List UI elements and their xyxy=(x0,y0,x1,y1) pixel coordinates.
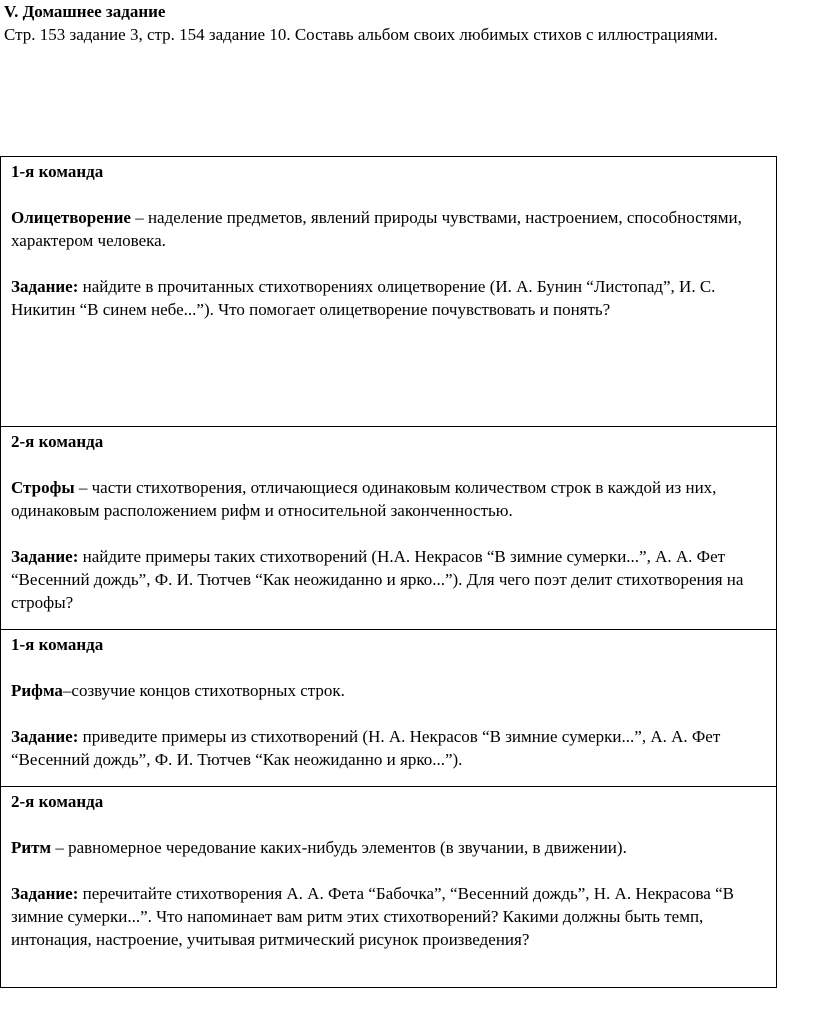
definition-text: – части стихотворения, отличающиеся одинаковым количеством строк в каждой из них, одинаковым расположением рифм и относительной законченностью. xyxy=(11,478,717,520)
table-row xyxy=(1,427,777,630)
assignment-label: Задание: xyxy=(11,727,79,746)
task-cell xyxy=(1,630,777,787)
task-cell xyxy=(1,427,777,630)
homework-section xyxy=(4,0,794,46)
task-cell xyxy=(1,787,777,988)
assignment-label: Задание: xyxy=(11,884,79,903)
team-label: 2-я команда xyxy=(11,792,104,811)
assignment-text: перечитайте стихотворения А. А. Фета “Бабочка”, “Весенний дождь”, Н. А. Некрасова “В зимние сумерки...”. Что напоминает вам ритм этих стихотворений? Какими должны быть темп, интонация, настроение, учитывая ритмический рисунок произведения? xyxy=(11,884,734,949)
assignment-label: Задание: xyxy=(11,277,79,296)
term: Строфы xyxy=(11,478,75,497)
team-label: 2-я команда xyxy=(11,432,104,451)
team-label: 1-я команда xyxy=(11,635,104,654)
assignment xyxy=(11,882,766,951)
homework-title: V. Домашнее задание xyxy=(4,2,166,21)
term: Ритм xyxy=(11,838,52,857)
tasks-table xyxy=(0,156,777,988)
definition-text: – равномерное чередование каких-нибудь элементов (в звучании, в движении). xyxy=(51,838,627,857)
task-cell xyxy=(1,157,777,427)
definition-text: –созвучие концов стихотворных строк. xyxy=(62,681,345,700)
definition xyxy=(11,679,766,702)
term: Рифма xyxy=(11,681,63,700)
term: Олицетворение xyxy=(11,208,131,227)
assignment-label: Задание: xyxy=(11,547,79,566)
table-row xyxy=(1,630,777,787)
homework-text: Стр. 153 задание 3, стр. 154 задание 10. Составь альбом своих любимых стихов с иллюстрациями. xyxy=(4,25,718,44)
assignment xyxy=(11,545,766,614)
assignment xyxy=(11,725,766,771)
table-row xyxy=(1,787,777,988)
assignment-text: приведите примеры из стихотворений (Н. А. Некрасов “В зимние сумерки...”, А. А. Фет “Весенний дождь”, Ф. И. Тютчев “Как неожиданно и ярко...”). xyxy=(11,727,721,769)
assignment-text: найдите в прочитанных стихотворениях олицетворение (И. А. Бунин “Листопад”, И. С. Никитин “В синем небе...”). Что помогает олицетворение почувствовать и понять? xyxy=(11,277,716,319)
assignment xyxy=(11,275,766,321)
table-row xyxy=(1,157,777,427)
team-label: 1-я команда xyxy=(11,162,104,181)
definition xyxy=(11,836,766,859)
definition-text: – наделение предметов, явлений природы чувствами, настроением, способностями, характером человека. xyxy=(11,208,742,250)
definition xyxy=(11,206,766,252)
definition xyxy=(11,476,766,522)
assignment-text: найдите примеры таких стихотворений (Н.А. Некрасов “В зимние сумерки...”, А. А. Фет “Весенний дождь”, Ф. И. Тютчев “Как неожиданно и ярко...”). Для чего поэт делит стихотворения на строфы? xyxy=(11,547,744,612)
